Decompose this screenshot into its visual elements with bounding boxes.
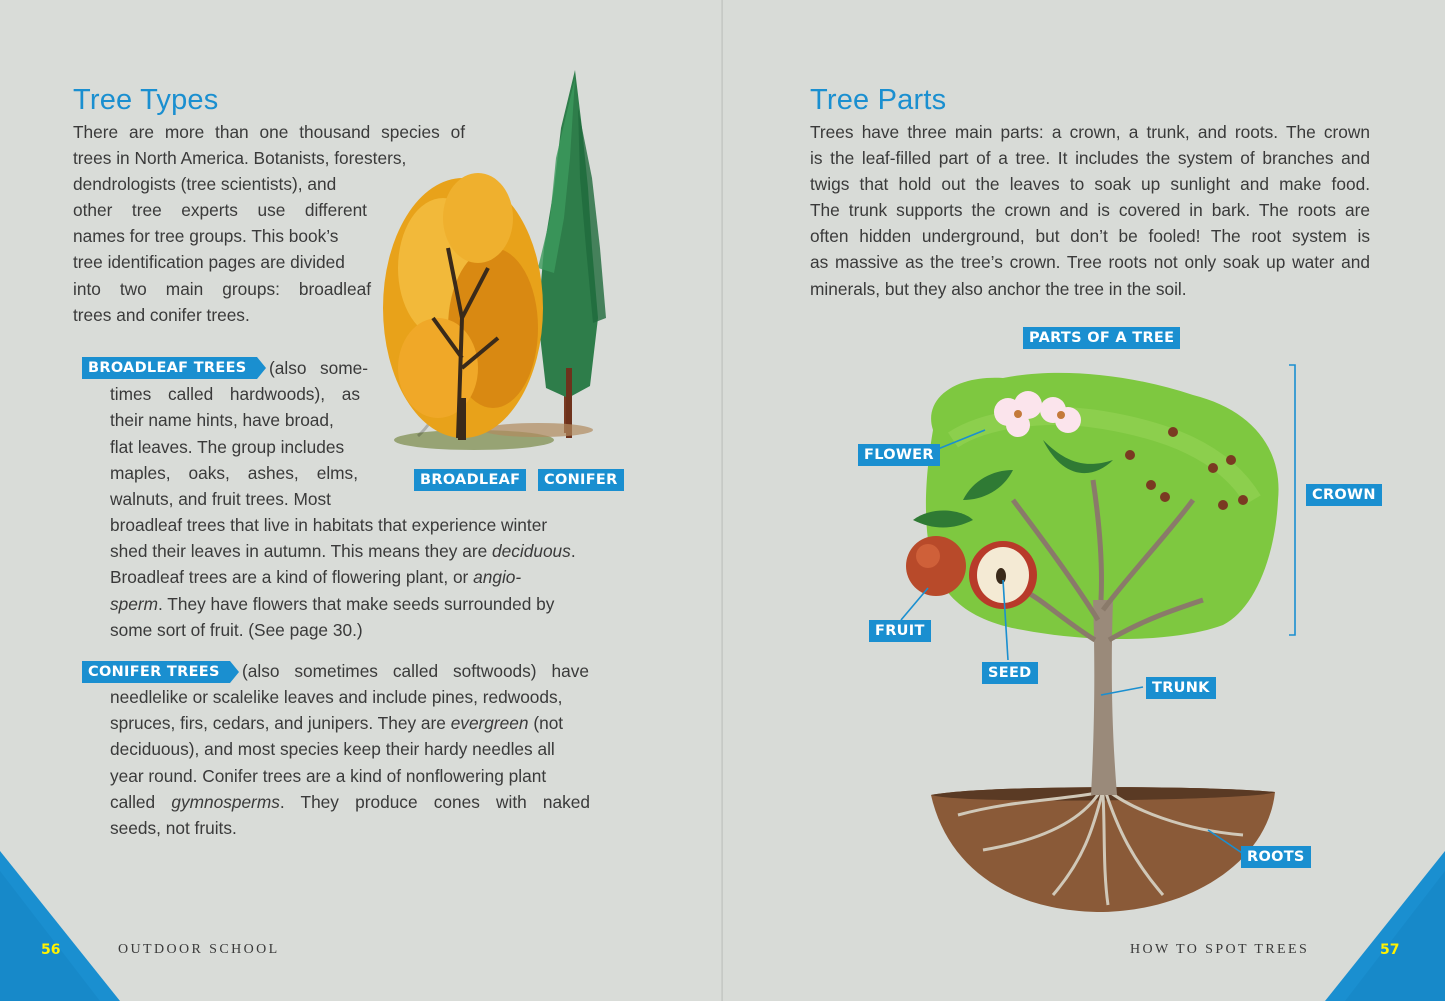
broadleaf-line: walnuts, and fruit trees. Most — [110, 489, 331, 509]
broadleaf-line: flat leaves. The group includes — [110, 437, 345, 457]
intro-line: trees in North America. Botanists, foresters, — [73, 148, 407, 168]
trunk-label: TRUNK — [1146, 677, 1216, 699]
conifer-line: (also sometimes called softwoods) have — [242, 661, 589, 681]
intro-line: Trees have three main parts: a crown, a trunk, and roots. The crown — [810, 122, 1370, 142]
broadleaf-line: some sort of fruit. (See page 30.) — [110, 620, 363, 640]
tree-parts-heading: Tree Parts — [810, 84, 947, 116]
conifer-trees-tag: CONIFER TREES — [82, 661, 230, 683]
conifer-line: needlelike or scalelike leaves and include pines, redwoods, — [110, 687, 563, 707]
intro-line: dendrologists (tree scientists), and — [73, 174, 337, 194]
intro-line: tree identification pages are divided — [73, 252, 345, 272]
left-running-head: OUTDOOR SCHOOL — [118, 942, 280, 957]
conifer-line: year round. Conifer trees are a kind of nonflowering plant — [110, 766, 547, 786]
conifer-line: deciduous), and most species keep their hardy needles all — [110, 739, 555, 759]
conifer-line: seeds, not fruits. — [110, 818, 237, 838]
intro-line: as massive as the tree’s crown. Tree roots not only soak up water and — [810, 252, 1370, 272]
broadleaf-image-label: BROADLEAF — [414, 469, 526, 491]
intro-line: into two main groups: broadleaf — [73, 279, 371, 299]
left-page-number: 56 — [41, 942, 61, 958]
broadleaf-line: their name hints, have broad, — [110, 410, 334, 430]
broadleaf-trees-tag: BROADLEAF TREES — [82, 357, 257, 379]
gymnosperm-term: gymnosperms — [171, 792, 280, 812]
broadleaf-line: maples, oaks, ashes, elms, — [110, 463, 358, 483]
angiosperm-term: sperm — [110, 594, 159, 614]
right-page — [723, 0, 1445, 1001]
intro-line: other tree experts use different — [73, 200, 367, 220]
conifer-tree-icon — [538, 70, 606, 438]
left-corner-band — [0, 851, 120, 1001]
diagram-title-tag: PARTS OF A TREE — [1023, 327, 1180, 349]
broadleaf-line: times called hardwoods), as — [110, 384, 360, 404]
fruit-label: FRUIT — [869, 620, 931, 642]
left-page — [0, 0, 722, 1001]
intro-line: trees and conifer trees. — [73, 305, 250, 325]
intro-line: is the leaf-filled part of a tree. It includes the system of branches and — [810, 148, 1370, 168]
broadleaf-line: shed their leaves in autumn. This means they are deciduous. — [110, 541, 576, 561]
right-running-head: HOW TO SPOT TREES — [1130, 942, 1310, 957]
broadleaf-line: (also some- — [269, 358, 368, 378]
intro-line: The trunk supports the crown and is covered in bark. The roots are — [810, 200, 1370, 220]
broadleaf-line: sperm. They have flowers that make seeds surrounded by — [110, 594, 555, 614]
conifer-image-label: CONIFER — [538, 469, 624, 491]
intro-line: minerals, but they also anchor the tree in the soil. — [810, 279, 1187, 299]
right-page-number: 57 — [1380, 942, 1400, 958]
conifer-line: spruces, firs, cedars, and junipers. They are evergreen (not — [110, 713, 564, 733]
intro-line: twigs that hold out the leaves to soak up sunlight and make food. — [810, 174, 1370, 194]
deciduous-term: deciduous — [492, 541, 571, 561]
crown-label: CROWN — [1306, 484, 1382, 506]
broadleaf-conifer-illustration — [378, 68, 610, 453]
broadleaf-line: broadleaf trees that live in habitats that experience winter — [110, 515, 548, 535]
roots-label: ROOTS — [1241, 846, 1311, 868]
conifer-line: called gymnosperms. They produce cones with naked — [110, 792, 590, 812]
evergreen-term: evergreen — [450, 713, 529, 733]
tree-types-heading: Tree Types — [73, 84, 219, 116]
angiosperm-term: angio- — [473, 567, 522, 587]
intro-line: often hidden underground, but don’t be fooled! The root system is — [810, 226, 1370, 246]
broadleaf-line: Broadleaf trees are a kind of flowering plant, or angio- — [110, 567, 522, 587]
right-corner-band — [1325, 851, 1445, 1001]
flower-label: FLOWER — [858, 444, 940, 466]
intro-line: There are more than one thousand species of — [73, 122, 465, 142]
intro-line: names for tree groups. This book’s — [73, 226, 339, 246]
seed-label: SEED — [982, 662, 1038, 684]
